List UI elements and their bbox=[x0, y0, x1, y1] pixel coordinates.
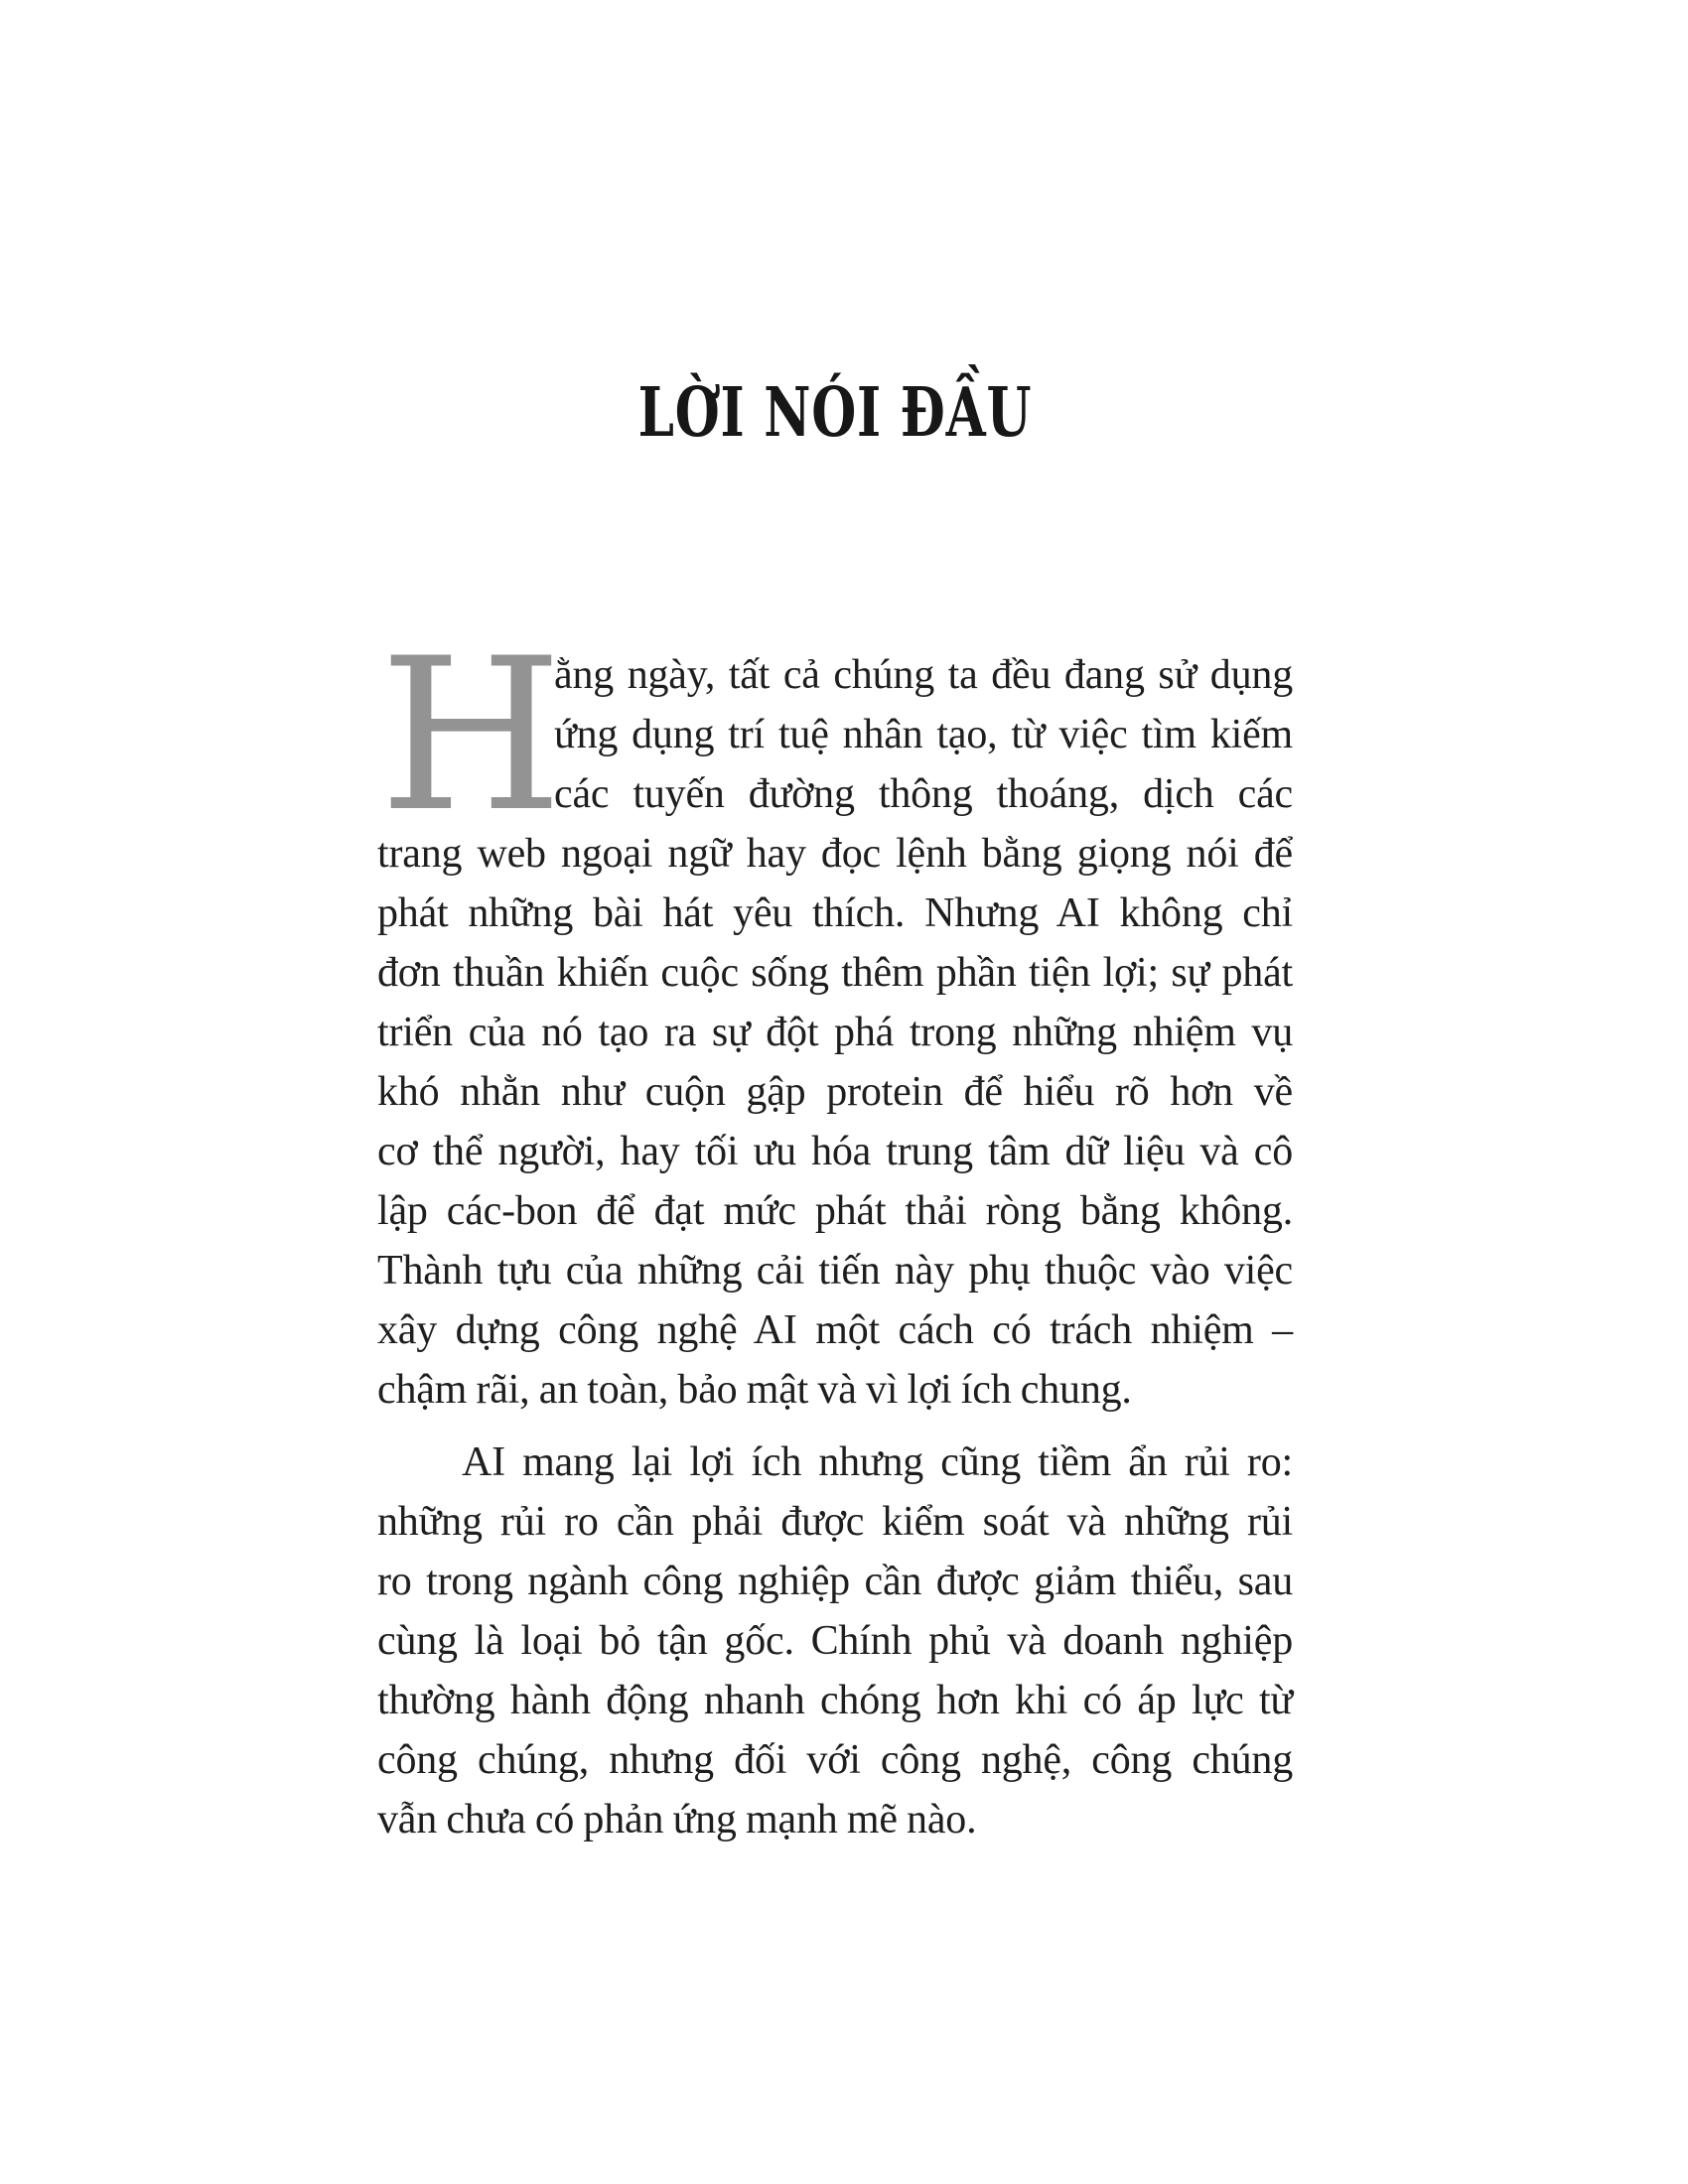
text-line: xây dựng công nghệ AI một cách có trách nhiệm – bbox=[377, 1307, 1293, 1353]
text-line: ro trong ngành công nghiệp cần được giảm thiểu, sau bbox=[377, 1559, 1293, 1604]
text-line: công chúng, nhưng đối với công nghệ, công chúng bbox=[377, 1737, 1293, 1783]
text-line: vẫn chưa có phản ứng mạnh mẽ nào. bbox=[377, 1797, 977, 1843]
text-line: ứng dụng trí tuệ nhân tạo, từ việc tìm kiếm bbox=[554, 712, 1293, 757]
drop-cap-letter: H bbox=[379, 613, 563, 858]
text-line: lập các-bon để đạt mức phát thải ròng bằng không. bbox=[377, 1188, 1293, 1234]
text-line: cùng là loại bỏ tận gốc. Chính phủ và doanh nghiệp bbox=[377, 1618, 1293, 1664]
text-line: chậm rãi, an toàn, bảo mật và vì lợi ích chung. bbox=[377, 1367, 1132, 1413]
chapter-title bbox=[377, 375, 1293, 451]
text-line: khó nhằn như cuộn gập protein để hiểu rõ hơn về bbox=[377, 1069, 1293, 1115]
text-line: các tuyến đường thông thoáng, dịch các bbox=[554, 771, 1293, 817]
paragraph-2 bbox=[377, 1433, 1293, 1849]
text-line: thường hành động nhanh chóng hơn khi có áp lực từ bbox=[377, 1678, 1293, 1723]
text-line: AI mang lại lợi ích nhưng cũng tiềm ẩn rủi ro: bbox=[462, 1439, 1293, 1485]
text-line: phát những bài hát yêu thích. Nhưng AI không chỉ bbox=[377, 890, 1293, 936]
text-line: cơ thể người, hay tối ưu hóa trung tâm dữ liệu và cô bbox=[377, 1129, 1293, 1174]
chapter-title-text: LỜI NÓI ĐẦU bbox=[637, 373, 1033, 453]
body-text bbox=[377, 613, 1293, 1849]
text-line: ằng ngày, tất cả chúng ta đều đang sử dụng bbox=[554, 652, 1293, 698]
text-line: trang web ngoại ngữ hay đọc lệnh bằng giọng nói để bbox=[377, 831, 1293, 877]
text-column bbox=[377, 0, 1293, 1849]
text-line: Thành tựu của những cải tiến này phụ thuộc vào việc bbox=[377, 1248, 1293, 1294]
text-line: triển của nó tạo ra sự đột phá trong những nhiệm vụ bbox=[377, 1010, 1293, 1055]
text-line: đơn thuần khiến cuộc sống thêm phần tiện lợi; sự phát bbox=[377, 950, 1293, 996]
text-line: những rủi ro cần phải được kiểm soát và những rủi bbox=[377, 1499, 1293, 1545]
